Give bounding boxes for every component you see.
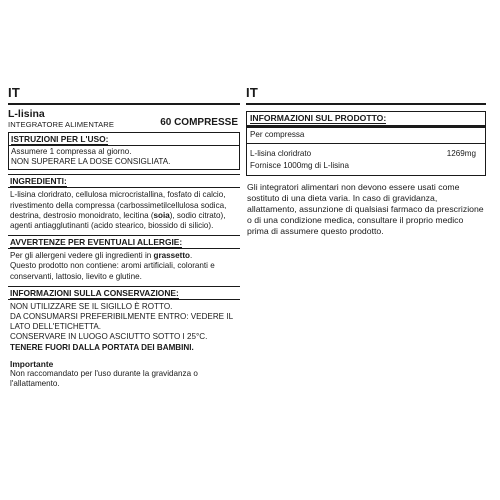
product-category: INTEGRATORE ALIMENTARE bbox=[8, 120, 114, 129]
usage-box bbox=[8, 132, 240, 170]
nutrient-row bbox=[247, 144, 485, 161]
storage-line-2: DA CONSUMARSI PREFERIBILMENTE ENTRO: VEDERE IL LATO DELL'ETICHETTA. bbox=[10, 312, 233, 332]
product-info-table bbox=[246, 111, 486, 176]
important-body: Non raccomandato per l'uso durante la gravidanza o l'allattamento. bbox=[10, 368, 198, 389]
ingredients-text-1: L-lisina cloridrato, cellulosa microcristallina, fosfato di calcio, rivestimento della compressa (carbossimetilcellulosa sodica, destrina, destrosio monoidrato, lecitina ( bbox=[10, 190, 227, 220]
usage-title bbox=[9, 133, 239, 146]
allergens-body bbox=[8, 249, 240, 282]
storage-body bbox=[8, 300, 240, 353]
allergens-paragraph-1 bbox=[10, 251, 238, 261]
storage-line-1: NON UTILIZZARE SE IL SIGILLO È ROTTO. bbox=[10, 301, 173, 311]
storage-line-3: CONSERVARE IN LUOGO ASCIUTTO SOTTO I 25°C. bbox=[10, 332, 208, 342]
ingredients-allergen: soia bbox=[153, 210, 170, 220]
usage-line-1: Assumere 1 compressa al giorno. bbox=[11, 147, 132, 156]
storage-title-text: INFORMAZIONI SULLA CONSERVAZIONE: bbox=[10, 287, 179, 298]
allergens-text-1: Per gli allergeni vedere gli ingredienti in bbox=[10, 251, 154, 261]
usage-body bbox=[9, 146, 239, 169]
allergens-title bbox=[8, 235, 240, 249]
ingredients-body bbox=[8, 188, 240, 231]
language-divider bbox=[8, 103, 240, 105]
storage-title bbox=[8, 286, 240, 300]
language-divider bbox=[246, 103, 486, 105]
allergens-title-text: AVVERTENZE PER EVENTUALI ALLERGIE: bbox=[10, 237, 183, 248]
storage-line-4: TENERE FUORI DALLA PORTATA DEI BAMBINI. bbox=[10, 342, 194, 352]
allergens-bold-word: grassetto bbox=[153, 251, 190, 261]
nutrient-name: L-lisina cloridrato bbox=[250, 148, 312, 158]
nutrient-amount: 1269mg bbox=[446, 148, 476, 158]
usage-title-text: ISTRUZIONI PER L'USO: bbox=[11, 134, 109, 144]
allergens-paragraph-2: Questo prodotto non contiene: aromi artificiali, coloranti e conservanti, lattosio, lievito e glutine. bbox=[10, 261, 215, 281]
tablet-count: 60 COMPRESSE bbox=[160, 117, 238, 128]
product-name: L-lisina bbox=[8, 108, 45, 120]
serving-header: Per compressa bbox=[247, 128, 485, 144]
product-header bbox=[8, 108, 240, 129]
ingredients-title bbox=[8, 174, 240, 188]
language-code: IT bbox=[8, 85, 21, 100]
ingredients-title-text: INGREDIENTI: bbox=[10, 176, 67, 187]
allergens-text-2: . bbox=[189, 251, 193, 261]
disclaimer-text: Gli integratori alimentari non devono essere usati come sostituto di una dieta varia. In caso di gravidanza, allattamento, assunzione di qualsiasi farmaco da prescrizione o di una condizione medica, consultare il proprio medico prima di assumere questo prodotto. bbox=[247, 181, 484, 236]
language-code: IT bbox=[246, 85, 259, 100]
important-title: Importante bbox=[10, 358, 54, 369]
left-label-panel bbox=[8, 86, 240, 389]
usage-line-2: NON SUPERARE LA DOSE CONSIGLIATA. bbox=[11, 157, 171, 167]
ingredients-text-2: ), sodio citrato), agenti antiagglutinanti (acido stearico, biossido di silicio). bbox=[10, 210, 226, 231]
right-label-panel bbox=[246, 86, 486, 237]
nutrient-note: Fornisce 1000mg di L-lisina bbox=[250, 161, 349, 170]
product-identity bbox=[8, 108, 114, 129]
product-info-title-text: INFORMAZIONI SUL PRODOTTO: bbox=[250, 113, 387, 123]
product-info-title bbox=[247, 112, 485, 128]
